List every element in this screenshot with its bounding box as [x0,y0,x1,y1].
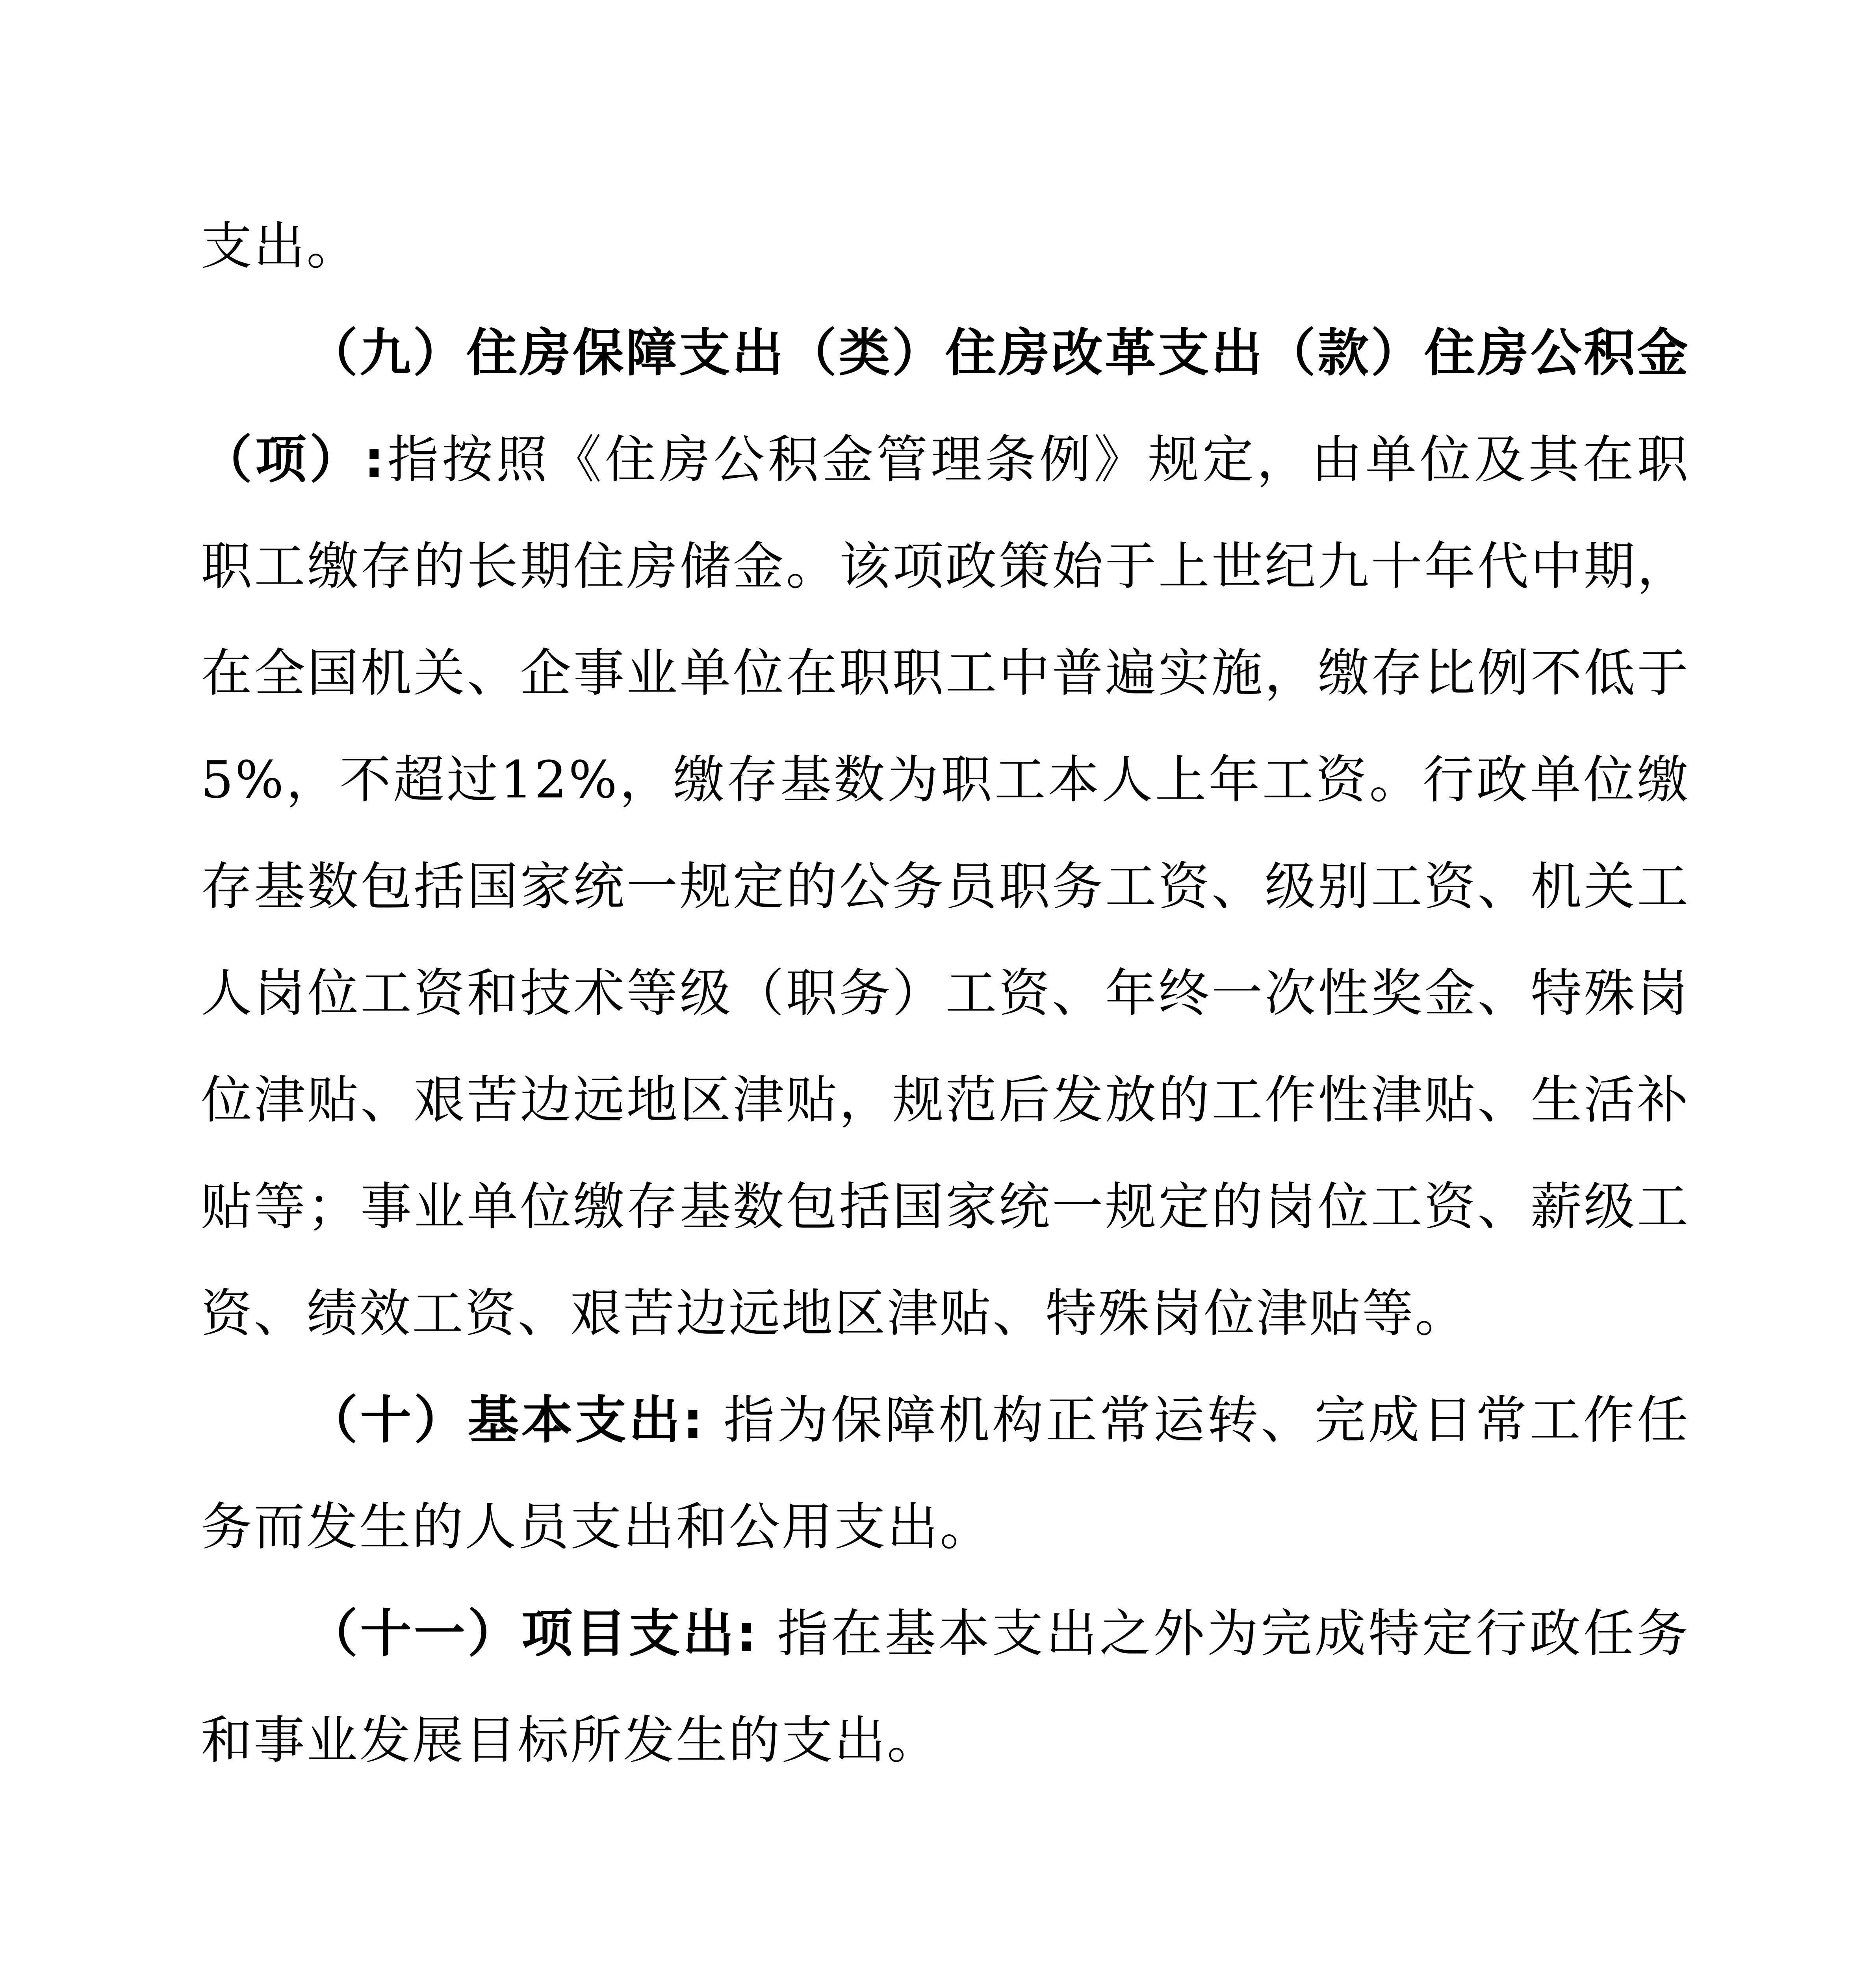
paragraph-continuation [201,193,1690,300]
paragraph-text: 指为保障机构正常运转、完成日常工作任务而发生的人员支出和公用支出。 [201,1390,1690,1557]
paragraph-text: 支出。 [201,216,360,276]
paragraph-project-expenditure [201,1580,1690,1794]
paragraph-heading: （九）住房保障支出（类）住房改革支出（款）住房公积金（项）: [201,323,1690,489]
paragraph-housing-provident-fund [201,300,1690,1367]
paragraph-heading: （十）基本支出: [306,1390,705,1450]
paragraph-heading: （十一）项目支出: [306,1604,759,1663]
paragraph-text: 指按照《住房公积金管理条例》规定，由单位及其在职职工缴存的长期住房储金。该项政策始于上世纪九十年代中期，在全国机关、企事业单位在职职工中普遍实施，缴存比例不低于5%，不超过12%，缴存基数为职工本人上年工资。行政单位缴存基数包括国家统一规定的公务员职务工资、级别工资、机关工人岗位工资和技术等级（职务）工资、年终一次性奖金、特殊岗位津贴、艰苦边远地区津贴，规范后发放的工作性津贴、生活补贴等；事业单位缴存基数包括国家统一规定的岗位工资、薪级工资、绩效工资、艰苦边远地区津贴、特殊岗位津贴等。 [201,430,1690,1343]
body-text [201,193,1690,1794]
paragraph-text: 指在基本支出之外为完成特定行政任务和事业发展目标所发生的支出。 [201,1604,1690,1770]
paragraph-basic-expenditure [201,1367,1690,1580]
